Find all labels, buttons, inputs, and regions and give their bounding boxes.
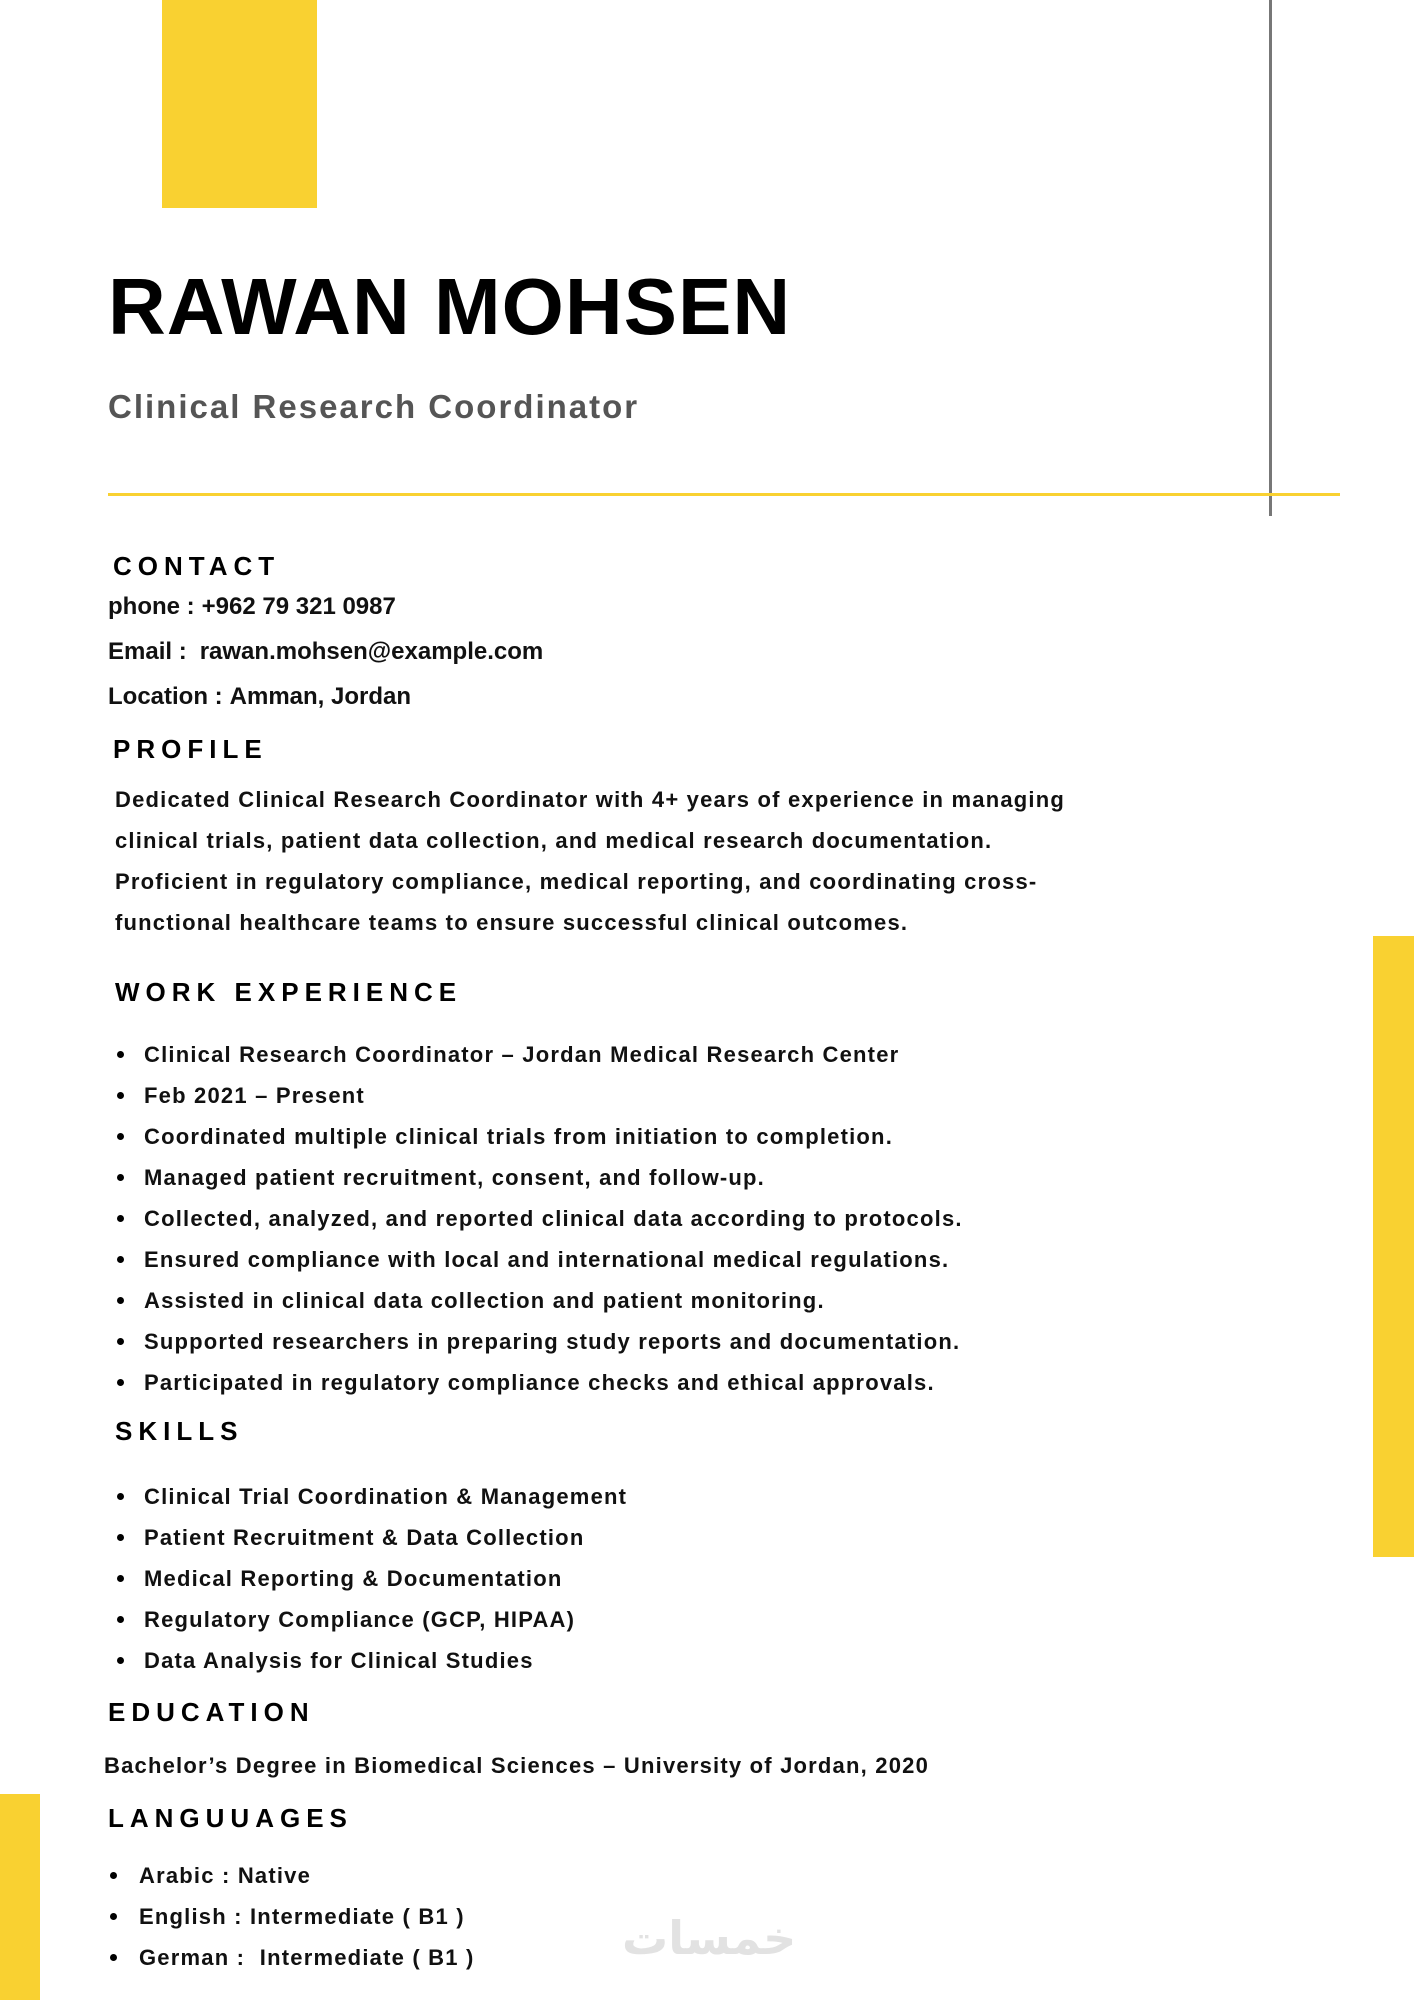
work-item-text: Coordinated multiple clinical trials from initiation to completion.: [144, 1124, 894, 1149]
languages-heading: LANGUUAGES: [108, 1803, 353, 1833]
profile-line: Dedicated Clinical Research Coordinator with 4+ years of experience in managing: [115, 787, 1066, 812]
work-experience-list: [113, 1034, 963, 1403]
list-item: [108, 1896, 475, 1937]
bullet-icon: [117, 1616, 124, 1623]
accent-bar-left: [0, 1794, 40, 2000]
skills-list: [113, 1476, 627, 1681]
bullet-icon: [117, 1133, 124, 1140]
bullet-icon: [117, 1092, 124, 1099]
contact-location: [108, 674, 543, 719]
list-item: [113, 1362, 963, 1403]
language-text: German : Intermediate ( B1 ): [139, 1945, 475, 1970]
skill-text: Medical Reporting & Documentation: [144, 1566, 563, 1591]
list-item: [113, 1476, 627, 1517]
work-item-text: Feb 2021 – Present: [144, 1083, 365, 1108]
contact-location-label: Location :: [108, 683, 223, 710]
work-item-text: Ensured compliance with local and international medical regulations.: [144, 1247, 950, 1272]
list-item: [113, 1157, 963, 1198]
bullet-icon: [117, 1174, 124, 1181]
bullet-icon: [117, 1657, 124, 1664]
work-item-text: Participated in regulatory compliance checks and ethical approvals.: [144, 1370, 935, 1395]
work-experience-heading: WORK EXPERIENCE: [115, 977, 463, 1007]
profile-heading: PROFILE: [113, 734, 268, 764]
bullet-icon: [110, 1872, 117, 1879]
bullet-icon: [117, 1051, 124, 1058]
list-item: [113, 1558, 627, 1599]
bullet-icon: [117, 1379, 124, 1386]
header-underline: [108, 493, 1340, 496]
work-item-text: Managed patient recruitment, consent, and follow-up.: [144, 1165, 765, 1190]
skill-text: Patient Recruitment & Data Collection: [144, 1525, 585, 1550]
vertical-divider: [1269, 0, 1272, 516]
contact-phone-value: +962 79 321 0987: [201, 593, 396, 620]
bullet-icon: [117, 1493, 124, 1500]
list-item: [113, 1280, 963, 1321]
profile-line: clinical trials, patient data collection, and medical research documentation.: [115, 828, 993, 853]
list-item: [113, 1517, 627, 1558]
education-entry: Bachelor’s Degree in Biomedical Sciences – University of Jordan, 2020: [104, 1753, 929, 1778]
list-item: [113, 1198, 963, 1239]
job-title: Clinical Research Coordinator: [108, 388, 640, 425]
profile-line: functional healthcare teams to ensure successful clinical outcomes.: [115, 910, 909, 935]
contact-heading: CONTACT: [113, 551, 281, 581]
skill-text: Data Analysis for Clinical Studies: [144, 1648, 534, 1673]
bullet-icon: [117, 1575, 124, 1582]
list-item: [113, 1599, 627, 1640]
skill-text: Clinical Trial Coordination & Management: [144, 1484, 628, 1509]
candidate-name: RAWAN MOHSEN: [108, 262, 792, 351]
skill-text: Regulatory Compliance (GCP, HIPAA): [144, 1607, 576, 1632]
languages-list: [108, 1855, 475, 1978]
bullet-icon: [117, 1338, 124, 1345]
language-text: Arabic : Native: [139, 1863, 312, 1888]
list-item: [113, 1640, 627, 1681]
contact-section: [108, 584, 543, 719]
education-heading: EDUCATION: [108, 1697, 315, 1727]
list-item: [113, 1034, 963, 1075]
bullet-icon: [117, 1297, 124, 1304]
work-item-text: Assisted in clinical data collection and patient monitoring.: [144, 1288, 825, 1313]
contact-email-value: rawan.mohsen@example.com: [199, 638, 544, 665]
contact-email: [108, 629, 543, 674]
bullet-icon: [110, 1913, 117, 1920]
list-item: [108, 1937, 475, 1978]
contact-phone-label: phone :: [108, 593, 195, 620]
list-item: [113, 1075, 963, 1116]
profile-line: Proficient in regulatory compliance, medical reporting, and coordinating cross-: [115, 869, 1038, 894]
list-item: [113, 1116, 963, 1157]
language-text: English : Intermediate ( B1 ): [139, 1904, 465, 1929]
work-item-text: Collected, analyzed, and reported clinical data according to protocols.: [144, 1206, 963, 1231]
watermark-logo: خمسات: [622, 1911, 797, 1965]
bullet-icon: [110, 1954, 117, 1961]
bullet-icon: [117, 1534, 124, 1541]
list-item: [108, 1855, 475, 1896]
contact-email-label: Email :: [108, 638, 187, 665]
bullet-icon: [117, 1215, 124, 1222]
accent-block-top: [162, 0, 317, 208]
accent-bar-right: [1373, 936, 1414, 1557]
skills-heading: SKILLS: [115, 1416, 244, 1446]
work-item-text: Clinical Research Coordinator – Jordan Medical Research Center: [144, 1042, 900, 1067]
profile-summary: [115, 779, 1065, 943]
work-item-text: Supported researchers in preparing study reports and documentation.: [144, 1329, 961, 1354]
list-item: [113, 1239, 963, 1280]
list-item: [113, 1321, 963, 1362]
bullet-icon: [117, 1256, 124, 1263]
contact-phone: [108, 584, 543, 629]
contact-location-value: Amman, Jordan: [229, 683, 412, 710]
